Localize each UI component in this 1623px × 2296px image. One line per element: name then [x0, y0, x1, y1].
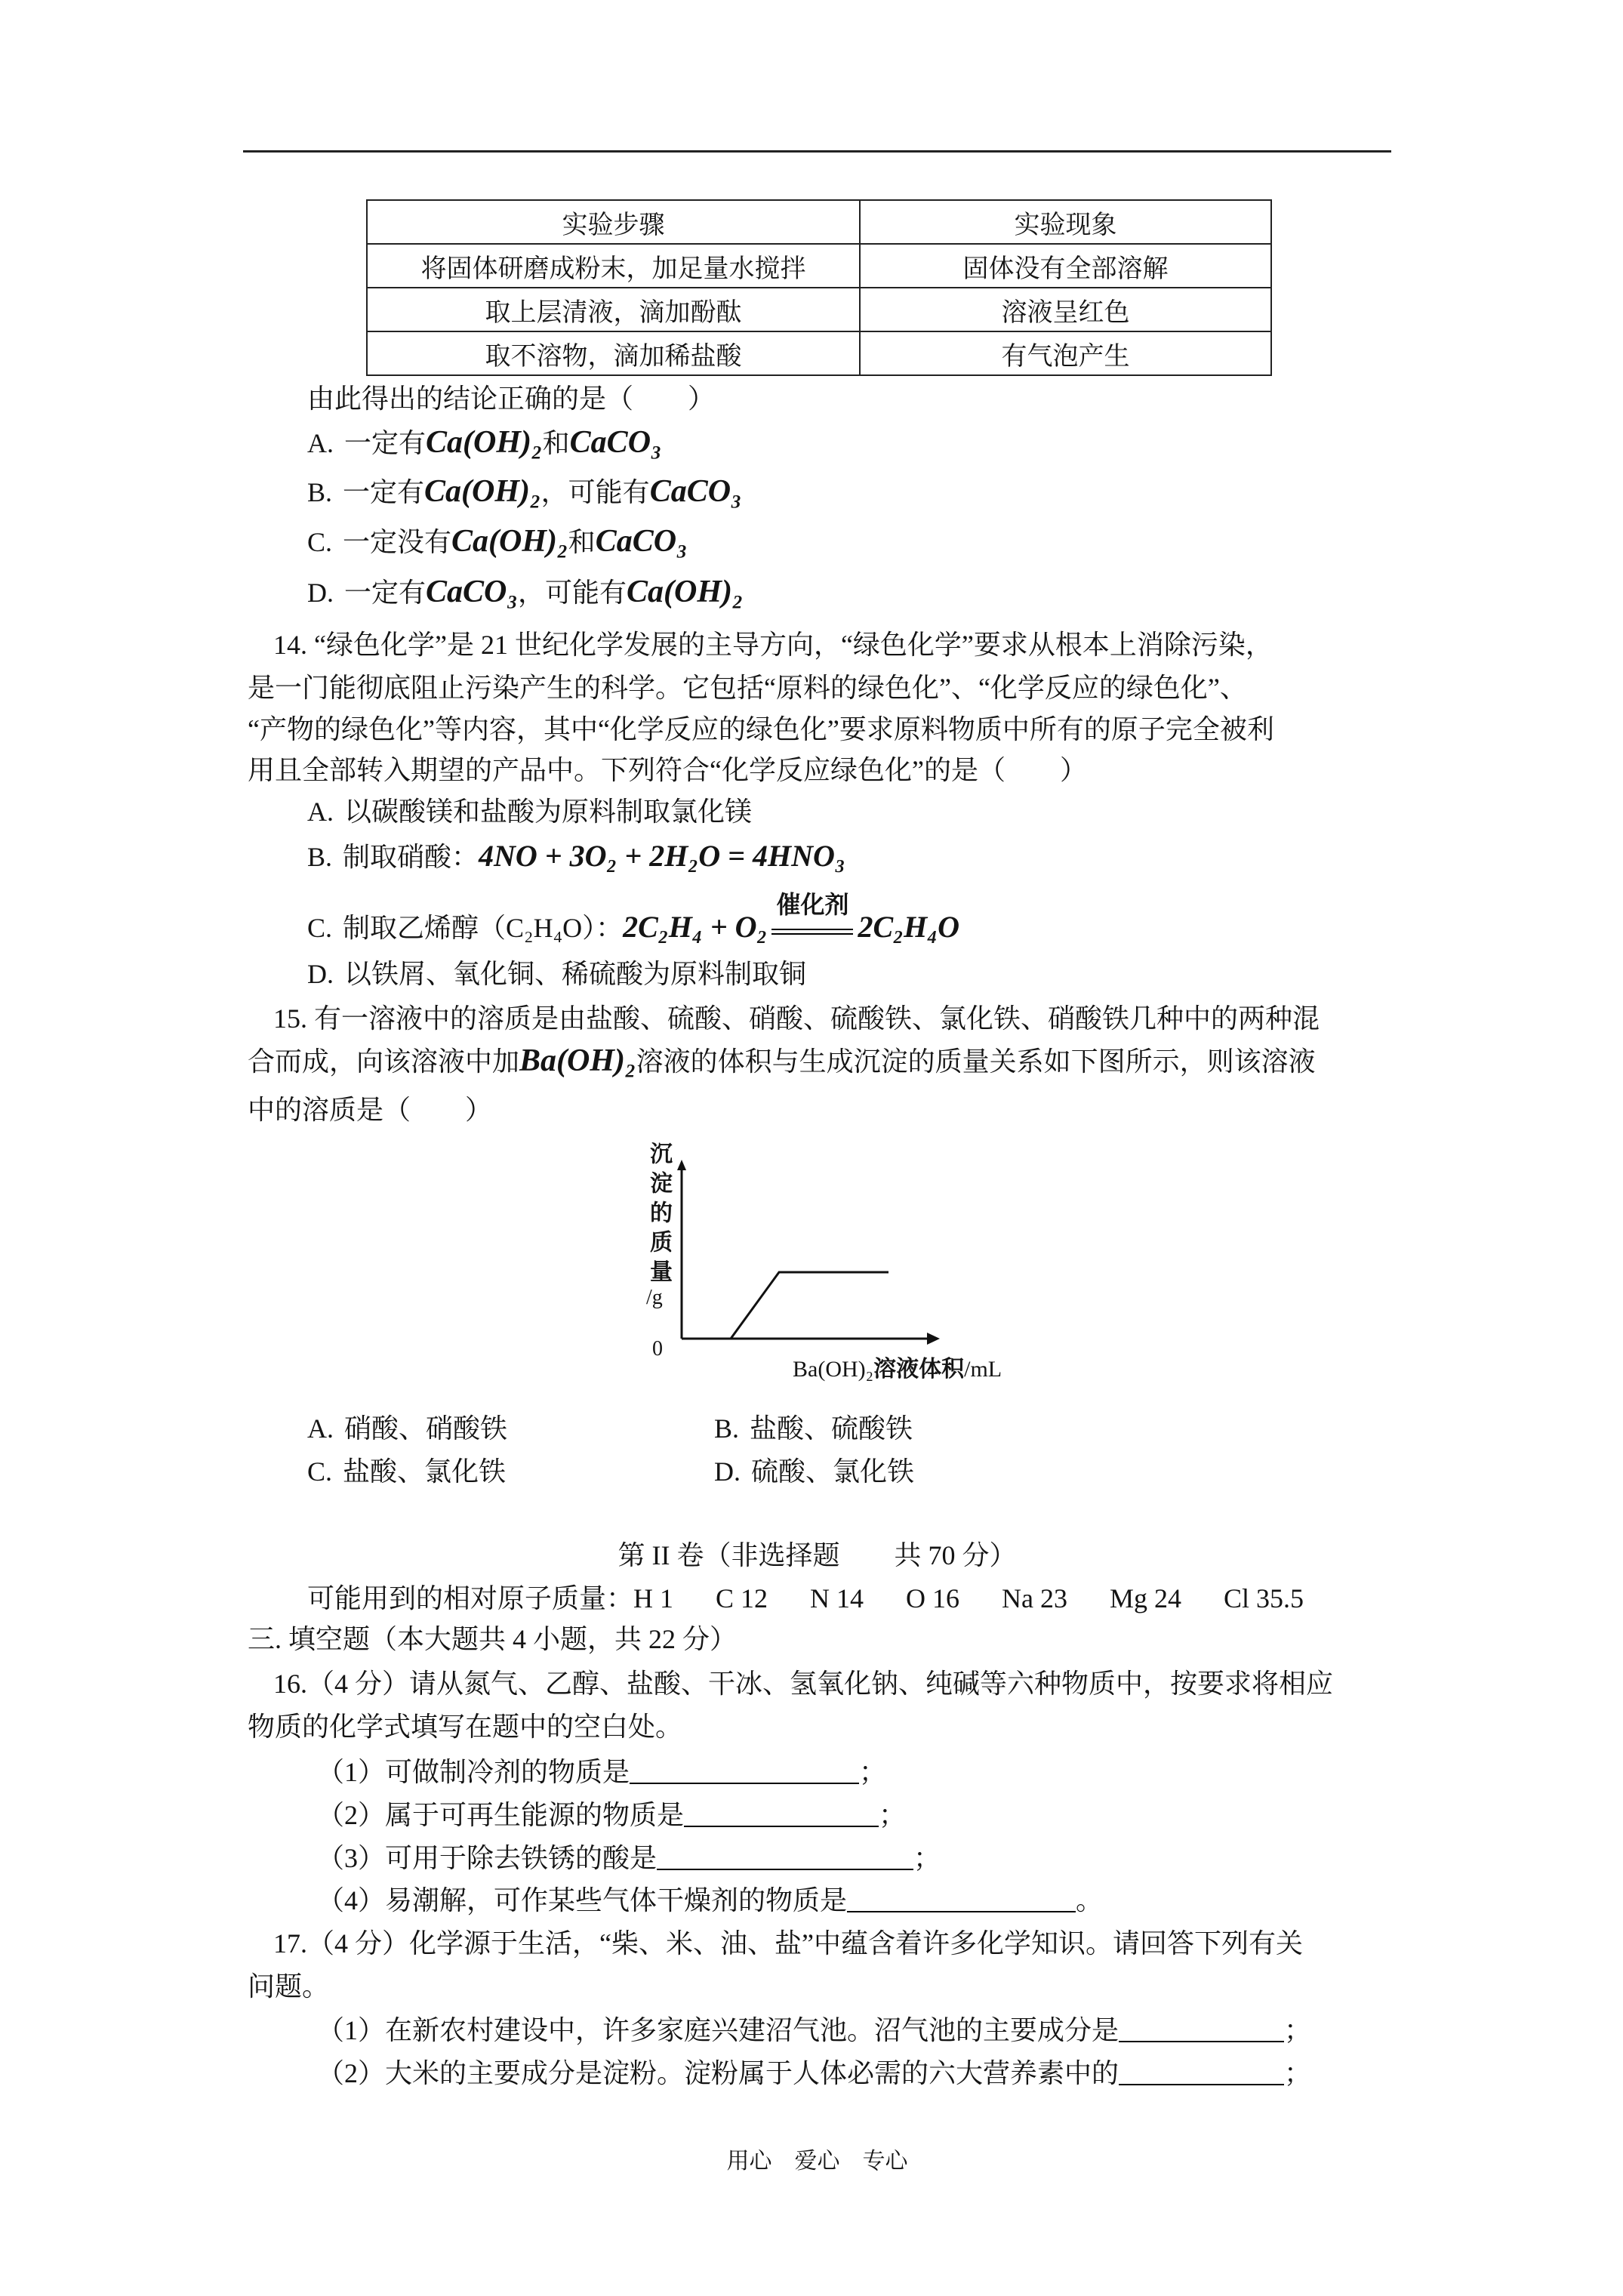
option-text: 硝酸、硝酸铁	[344, 1413, 508, 1444]
item-end: ；	[1284, 2015, 1312, 2045]
option-label: D.	[307, 578, 334, 608]
item-text: （2）大米的主要成分是淀粉。淀粉属于人体必需的六大营养素中的	[317, 2058, 1119, 2088]
option-text: 以碳酸镁和盐酸为原料制取氯化镁	[344, 797, 753, 827]
table-header-cell: 实验步骤	[367, 200, 860, 244]
item-end: ；	[1284, 2058, 1312, 2088]
q13-option-d	[307, 575, 744, 609]
double-line-icon	[771, 929, 853, 935]
graph-y-label: 沉淀的质量	[646, 1142, 671, 1289]
chemical-formula: CaCO₃	[426, 575, 519, 609]
answer-blank	[657, 1846, 913, 1870]
table-header-cell: 实验现象	[860, 200, 1271, 244]
q16-stem-line-1: 16.（4 分）请从氮气、乙醇、盐酸、干冰、氢氧化钠、纯碱等六种物质中，按要求将相应	[273, 1669, 1334, 1699]
option-label: D.	[307, 959, 334, 989]
q17-stem-line-1: 17.（4 分）化学源于生活，“柴、米、油、盐”中蕴含着许多化学知识。请回答下列有关	[273, 1928, 1303, 1959]
option-label: A.	[307, 797, 334, 827]
part2-title: 第 II 卷（非选择题 共 70 分）	[617, 1540, 1017, 1570]
q13-stem: 由此得出的结论正确的是（ ）	[307, 384, 716, 414]
atomic-masses-label: 可能用到的相对原子质量：	[307, 1583, 634, 1613]
table-row	[367, 331, 1271, 375]
item-text: （1）在新农村建设中，许多家庭兴建沼气池。沼气池的主要成分是	[317, 2015, 1119, 2045]
atomic-mass-item: C 12	[716, 1583, 768, 1613]
graph-y-unit: /g	[646, 1286, 663, 1309]
option-text: 制取硝酸：	[343, 842, 479, 872]
precipitate-graph	[627, 1133, 1034, 1359]
answer-blank	[1119, 2061, 1284, 2085]
q15-option-b	[714, 1412, 913, 1445]
q15-option-d	[714, 1455, 914, 1488]
table-cell: 取上层清液，滴加酚酞	[367, 288, 860, 331]
chemical-equation: 4NO + 3O₂ + 2H₂O = 4HNO₃	[479, 839, 845, 873]
graph-origin-label: 0	[652, 1337, 663, 1361]
q15-option-a	[307, 1412, 507, 1445]
table-row	[367, 288, 1271, 331]
header-rule	[243, 150, 1391, 153]
option-text: 硫酸、氯化铁	[751, 1456, 915, 1487]
catalyst-label: 催化剂	[776, 890, 849, 918]
table-row	[367, 244, 1271, 288]
item-text: （1）可做制冷剂的物质是	[317, 1757, 630, 1787]
stem-text: 合而成，向该溶液中加	[248, 1046, 520, 1077]
option-label: B.	[307, 477, 333, 507]
experiment-table	[366, 199, 1272, 376]
chemical-formula: Ca(OH)₂	[627, 575, 744, 609]
graph-x-label	[793, 1356, 1002, 1383]
equation-products: 2C₂H₄O	[858, 910, 960, 944]
q16-item-4	[317, 1884, 1103, 1917]
item-end: ；	[913, 1843, 941, 1873]
chemical-formula: Ca(OH)₂	[426, 425, 543, 460]
chemical-formula: CaCO₃	[595, 524, 688, 559]
table-header-row	[367, 200, 1271, 244]
x-label-text: 溶液体积	[873, 1357, 965, 1382]
item-end: ；	[879, 1800, 907, 1830]
chemical-formula: Ba(OH)₂	[519, 1043, 636, 1078]
answer-blank	[1119, 2018, 1284, 2042]
item-text: （3）可用于除去铁锈的酸是	[317, 1843, 658, 1873]
option-label: C.	[307, 913, 333, 943]
q14-stem-line-4: 用且全部转入期望的产品中。下列符合“化学反应绿色化”的是（ ）	[248, 755, 1087, 785]
option-text: 盐酸、硫酸铁	[750, 1413, 913, 1444]
atomic-mass-item: H 1	[633, 1583, 674, 1613]
item-end: ；	[859, 1757, 887, 1787]
q17-item-2	[317, 2057, 1311, 2090]
stem-text: 溶液的体积与生成沉淀的质量关系如下图所示，则该溶液	[636, 1046, 1316, 1077]
item-text: （4）易潮解，可作某些气体干燥剂的物质是	[317, 1885, 848, 1915]
q14-option-d	[307, 957, 806, 991]
reaction-condition-sign	[771, 890, 853, 935]
chemical-formula: Ca(OH)₂	[451, 524, 568, 559]
option-text: 以铁屑、氧化铜、稀硫酸为原料制取铜	[344, 959, 807, 989]
q13-option-a	[307, 426, 662, 460]
option-text: ，可能有	[540, 477, 650, 507]
option-text: 一定没有	[343, 527, 452, 557]
option-label: B.	[714, 1413, 740, 1444]
q16-item-2	[317, 1798, 906, 1832]
q15-stem-line-2	[248, 1044, 1316, 1078]
chemical-formula: Ca(OH)₂	[424, 474, 541, 509]
q15-stem-line-1: 15. 有一溶液中的溶质是由盐酸、硫酸、硝酸、硫酸铁、氯化铁、硝酸铁几种中的两种混	[273, 1003, 1320, 1034]
q14-stem-line-2: 是一门能彻底阻止污染产生的科学。它包括“原料的绿色化”、“化学反应的绿色化”、	[248, 673, 1247, 703]
answer-blank	[847, 1888, 1076, 1912]
option-label: D.	[714, 1456, 741, 1487]
q16-item-1	[317, 1755, 886, 1789]
option-text: 和	[542, 428, 570, 458]
chemical-formula: CaCO₃	[569, 425, 662, 460]
option-text: 盐酸、氯化铁	[343, 1456, 507, 1487]
option-text: 和	[568, 527, 596, 557]
option-text: 一定有	[343, 477, 425, 507]
option-text: 一定有	[344, 578, 427, 608]
atomic-mass-item: O 16	[906, 1583, 960, 1613]
answer-blank	[684, 1803, 879, 1827]
x-label-unit: /mL	[964, 1357, 1002, 1382]
x-axis-arrow-icon	[927, 1333, 940, 1345]
q14-stem-line-1: 14. “绿色化学”是 21 世纪化学发展的主导方向，“绿色化学”要求从根本上消除污染，	[273, 630, 1273, 660]
table-cell: 有气泡产生	[860, 331, 1271, 375]
q14-option-b	[307, 840, 845, 874]
option-label: C.	[307, 1456, 333, 1487]
q16-stem-line-2: 物质的化学式填写在题中的空白处。	[248, 1712, 683, 1742]
q13-option-b	[307, 475, 742, 509]
atomic-mass-item: Cl 35.5	[1224, 1583, 1304, 1613]
option-label: A.	[307, 428, 334, 458]
atomic-mass-item: Na 23	[1002, 1583, 1068, 1613]
q14-option-a	[307, 795, 752, 828]
answer-blank	[630, 1760, 859, 1784]
atomic-masses	[307, 1582, 1346, 1615]
y-axis-arrow-icon	[677, 1160, 686, 1170]
section3-title: 三. 填空题（本大题共 4 小题，共 22 分）	[248, 1624, 738, 1654]
item-text: （2）属于可再生能源的物质是	[317, 1800, 685, 1830]
q17-item-1	[317, 2014, 1311, 2047]
option-label: C.	[307, 527, 333, 557]
precipitate-curve	[682, 1272, 888, 1339]
chemical-formula: CaCO₃	[649, 474, 742, 509]
option-text: ，可能有	[518, 578, 627, 608]
q16-item-3	[317, 1841, 941, 1875]
atomic-mass-item: N 14	[810, 1583, 864, 1613]
option-label: B.	[307, 842, 333, 872]
x-label-formula: Ba(OH)₂	[793, 1357, 874, 1382]
option-label: A.	[307, 1413, 334, 1444]
table-cell: 将固体研磨成粉末，加足量水搅拌	[367, 244, 860, 288]
q15-stem-line-3: 中的溶质是（ ）	[248, 1095, 493, 1125]
option-text: 一定有	[344, 428, 427, 458]
table-cell: 取不溶物，滴加稀盐酸	[367, 331, 860, 375]
option-text: 制取乙烯醇（C₂H₄O）：	[343, 913, 624, 943]
q17-stem-line-2: 问题。	[248, 1971, 330, 2002]
page-footer: 用心 爱心 专心	[726, 2149, 908, 2174]
equation-reactants: 2C₂H₄ + O₂	[623, 910, 768, 944]
q14-stem-line-3: “产物的绿色化”等内容，其中“化学反应的绿色化”要求原料物质中所有的原子完全被利	[248, 714, 1274, 744]
item-end: 。	[1076, 1885, 1104, 1915]
table-cell: 固体没有全部溶解	[860, 244, 1271, 288]
q14-option-c	[307, 890, 960, 945]
q15-option-c	[307, 1455, 506, 1488]
atomic-mass-item: Mg 24	[1110, 1583, 1182, 1613]
table-cell: 溶液呈红色	[860, 288, 1271, 331]
q13-option-c	[307, 525, 688, 559]
